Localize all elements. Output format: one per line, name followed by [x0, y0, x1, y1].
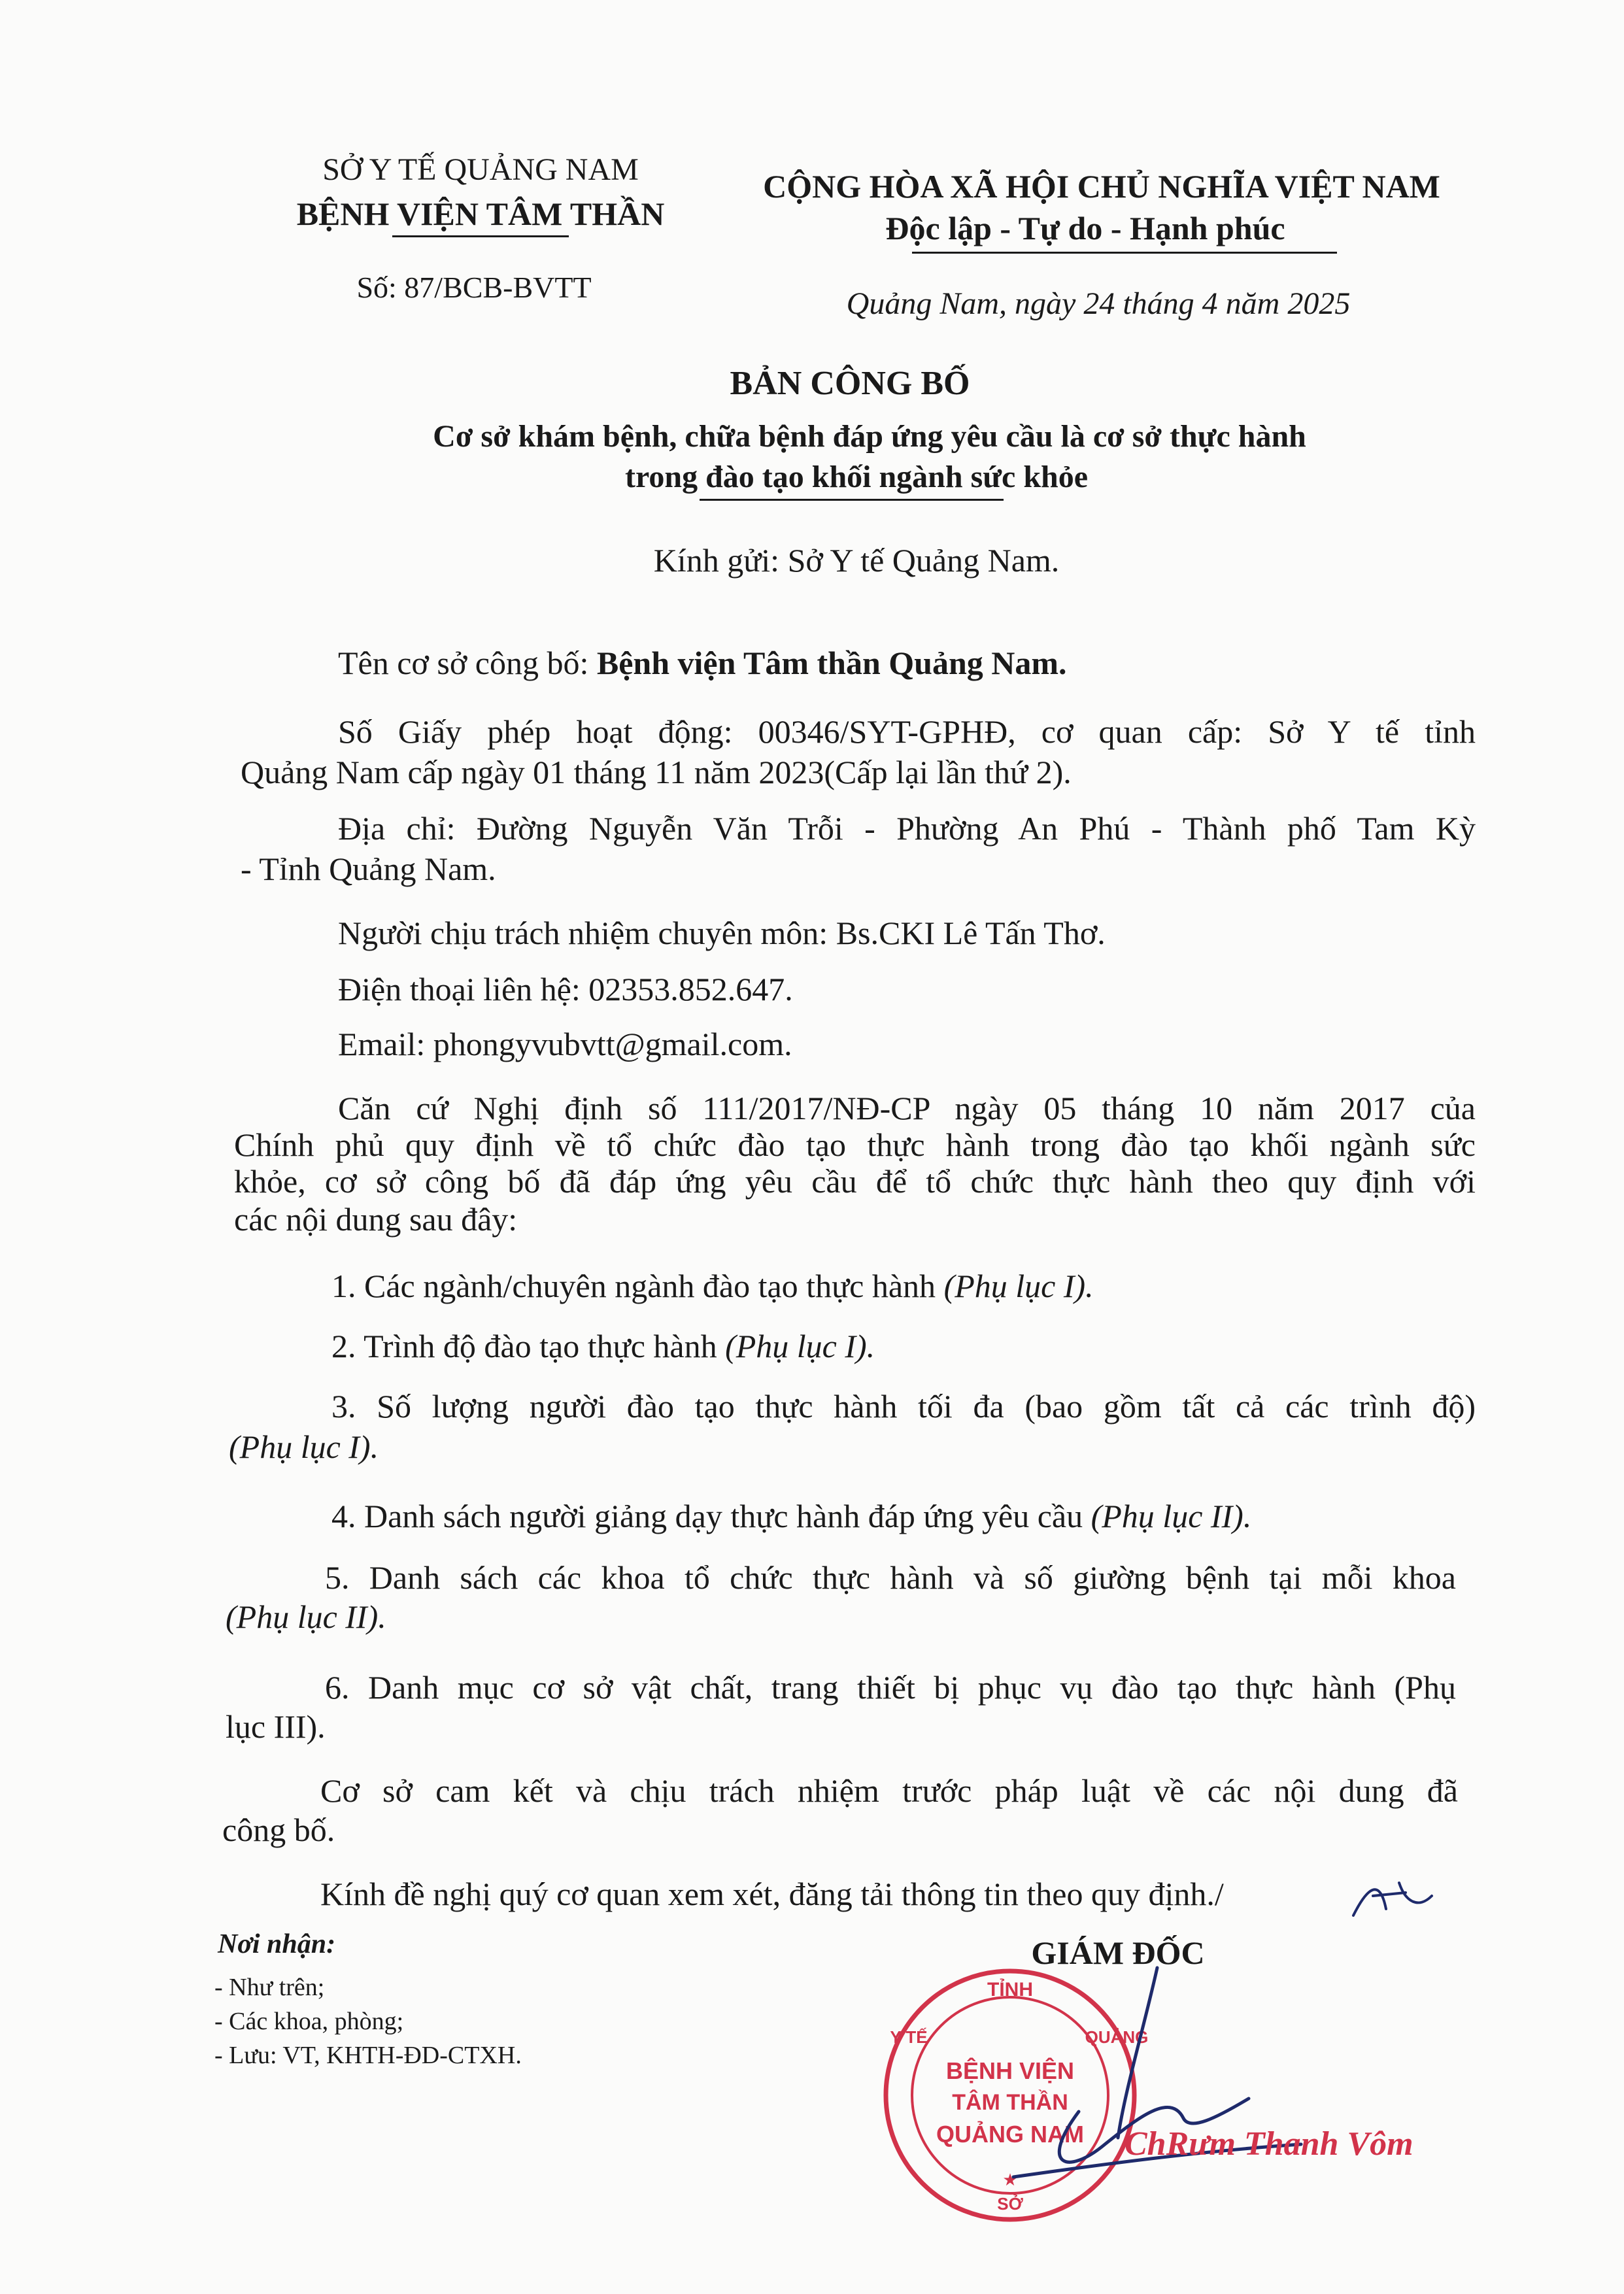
- stamp-right-text: QUẢNG: [1085, 2027, 1149, 2047]
- stamp-center-line2: TÂM THẦN: [952, 2090, 1068, 2115]
- national-motto: Độc lập - Tự do - Hạnh phúc: [885, 210, 1285, 246]
- facility-line: [338, 644, 1067, 682]
- stamp-star-icon: ★: [1002, 2170, 1018, 2189]
- stamp-center-line1: BỆNH VIỆN: [945, 2057, 1075, 2084]
- basis-line1: [338, 1089, 1476, 1127]
- basis-line4: các nội dung sau đây:: [234, 1201, 518, 1238]
- recipient-item-2: - Các khoa, phòng;: [214, 2008, 404, 2035]
- license-text-1: Số Giấy phép hoạt động: 00346/SYT-GPHĐ, cơ quan cấp: Sở Y tế tỉnh: [338, 713, 1476, 750]
- agency-parent: SỞ Y TẾ QUẢNG NAM: [322, 152, 639, 187]
- list-item-1-text: 1. Các ngành/chuyên ngành đào tạo thực hành: [331, 1268, 944, 1304]
- agency-name: BỆNH VIỆN TÂM THẦN: [296, 195, 665, 232]
- document-number: Số: 87/BCB-BVTT: [356, 271, 592, 304]
- stamp-left-text: Y TẾ: [890, 2027, 928, 2047]
- address-line2: - Tỉnh Quảng Nam.: [241, 851, 496, 887]
- list-item-2-ref: (Phụ lục I).: [725, 1328, 875, 1364]
- stamp-top-text: TỈNH: [987, 1979, 1033, 2000]
- list-item-4-ref: (Phụ lục II).: [1091, 1498, 1252, 1534]
- address-line1: [338, 809, 1476, 847]
- list-item-3-ref: (Phụ lục I).: [229, 1428, 379, 1465]
- signer-name: ChRưm Thanh Vôm: [1125, 2125, 1413, 2163]
- addressee: Kính gửi: Sở Y tế Quảng Nam.: [653, 542, 1060, 579]
- facility-name: Bệnh viện Tâm thần Quảng Nam.: [596, 645, 1067, 681]
- contact-phone: Điện thoại liên hệ: 02353.852.647.: [338, 971, 793, 1007]
- motto-underline: [912, 252, 1337, 254]
- document-title: BẢN CÔNG BỐ: [730, 365, 970, 402]
- list-item-6: [325, 1668, 1456, 1706]
- recipient-item-3: - Lưu: VT, KHTH-ĐD-CTXH.: [214, 2042, 522, 2069]
- list-item-5-text: 5. Danh sách các khoa tổ chức thực hành và số giường bệnh tại mỗi khoa: [325, 1559, 1456, 1596]
- national-title: CỘNG HÒA XÃ HỘI CHỦ NGHĨA VIỆT NAM: [763, 168, 1440, 205]
- initial-mark: [1347, 1870, 1438, 1929]
- list-item-5: [325, 1559, 1456, 1596]
- list-item-1-ref: (Phụ lục I).: [943, 1268, 1094, 1304]
- subtitle-underline: [700, 499, 1004, 501]
- responsible-person: Người chịu trách nhiệm chuyên môn: Bs.CKI Lê Tấn Thơ.: [338, 915, 1106, 951]
- license-line2: Quảng Nam cấp ngày 01 tháng 11 năm 2023(Cấp lại lần thứ 2).: [241, 754, 1072, 790]
- address-text-1: Địa chỉ: Đường Nguyễn Văn Trỗi - Phường An Phú - Thành phố Tam Kỳ: [338, 810, 1476, 847]
- list-item-5-ref: (Phụ lục II).: [226, 1598, 386, 1635]
- commitment-text-1: Cơ sở cam kết và chịu trách nhiệm trước pháp luật về các nội dung đã: [320, 1772, 1458, 1809]
- list-item-3-text: 3. Số lượng người đào tạo thực hành tối đa (bao gồm tất cả các trình độ): [331, 1388, 1476, 1425]
- commitment-line1: [320, 1772, 1458, 1810]
- list-item-6-ref: lục III).: [226, 1708, 326, 1745]
- list-item-4: [331, 1497, 1251, 1535]
- basis-text-3: khỏe, cơ sở công bố đã đáp ứng yêu cầu để tổ chức thực hành theo quy định với: [234, 1163, 1476, 1200]
- list-item-4-text: 4. Danh sách người giảng dạy thực hành đáp ứng yêu cầu: [331, 1498, 1091, 1534]
- contact-email: Email: phongyvubvtt@gmail.com.: [338, 1026, 792, 1062]
- commitment-line2: công bố.: [222, 1812, 335, 1848]
- signer-title: GIÁM ĐỐC: [1031, 1934, 1205, 1971]
- stamp-center-line3: QUẢNG NAM: [936, 2121, 1084, 2148]
- document-subtitle-line1: Cơ sở khám bệnh, chữa bệnh đáp ứng yêu cầu là cơ sở thực hành: [433, 419, 1306, 454]
- list-item-3: [331, 1387, 1476, 1425]
- list-item-2: [331, 1327, 875, 1365]
- basis-text-2: Chính phủ quy định về tổ chức đào tạo thực hành trong đào tạo khối ngành sức: [234, 1126, 1476, 1163]
- basis-text-1: Căn cứ Nghị định số 111/2017/NĐ-CP ngày 05 tháng 10 năm 2017 của: [338, 1090, 1476, 1126]
- request-line: Kính đề nghị quý cơ quan xem xét, đăng tải thông tin theo quy định./: [320, 1876, 1224, 1912]
- basis-line3: [234, 1162, 1476, 1200]
- stamp-bottom-text: SỞ: [997, 2194, 1023, 2214]
- list-item-6-text: 6. Danh mục cơ sở vật chất, trang thiết bị phục vụ đào tạo thực hành (Phụ: [325, 1669, 1456, 1706]
- recipient-item-1: - Như trên;: [214, 1974, 325, 2001]
- agency-underline: [392, 235, 569, 237]
- list-item-2-text: 2. Trình độ đào tạo thực hành: [331, 1328, 726, 1364]
- list-item-1: [331, 1267, 1094, 1305]
- place-date: Quảng Nam, ngày 24 tháng 4 năm 2025: [846, 286, 1351, 321]
- basis-line2: [234, 1126, 1476, 1164]
- facility-label: Tên cơ sở công bố:: [338, 645, 597, 681]
- recipients-label: Nơi nhận:: [218, 1929, 336, 1959]
- license-line1: [338, 713, 1476, 751]
- document-subtitle-line2: trong đào tạo khối ngành sức khỏe: [624, 460, 1089, 494]
